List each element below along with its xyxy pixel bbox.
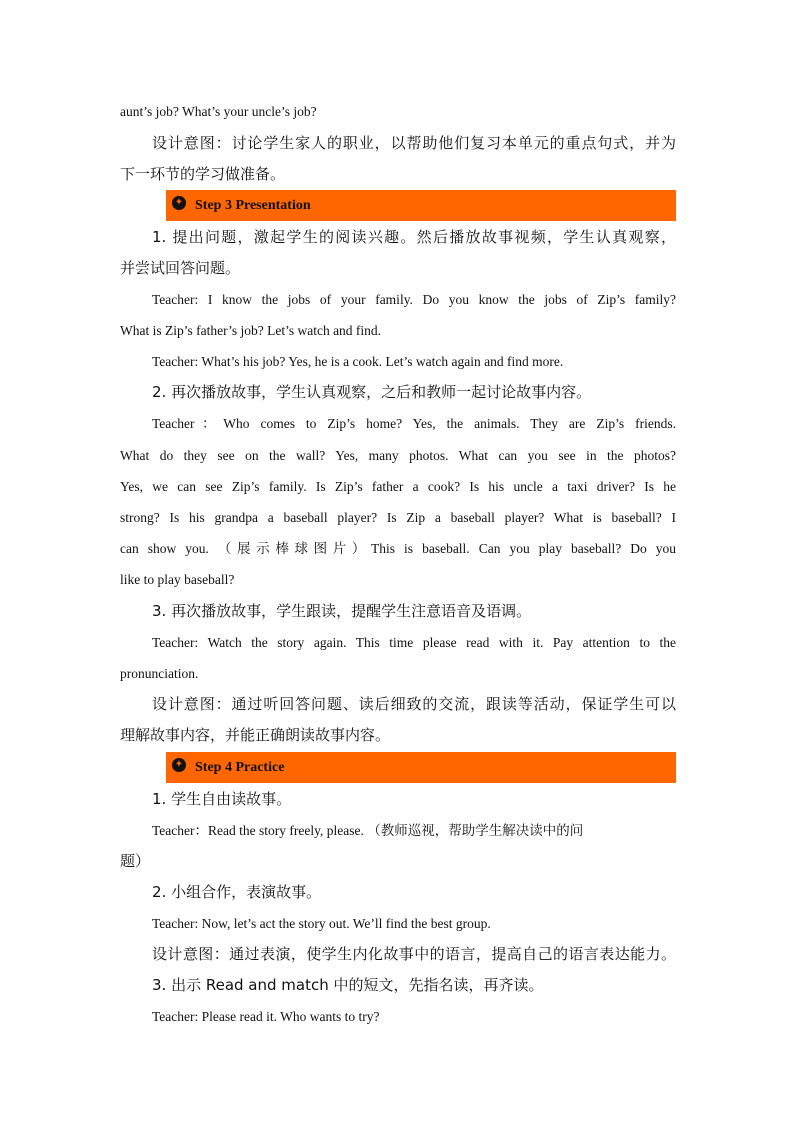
star-circle-icon: ✦ [172, 196, 186, 210]
step-instruction: 2. 再次播放故事，学生认真观察，之后和教师一起讨论故事内容。 [152, 383, 592, 401]
design-intent-line: 设计意图：通过听回答问题、读后细致的交流，跟读等活动，保证学生可以 [152, 695, 676, 713]
teacher-dialogue: pronunciation. [120, 666, 199, 681]
teacher-dialogue: Teacher：Who comes to Zip’s home? Yes, the animals. They are Zip’s friends. [152, 416, 676, 431]
design-intent-line: 设计意图：通过表演，使学生内化故事中的语言，提高自己的语言表达能力。 [152, 945, 676, 963]
step-instruction: 2. 小组合作，表演故事。 [152, 883, 322, 901]
teacher-dialogue: can show you. （展示棒球图片）This is baseball. Can you play baseball? Do you [120, 541, 676, 556]
section-heading-step4 [166, 752, 676, 783]
step-instruction: 1. 学生自由读故事。 [152, 790, 292, 808]
design-intent-line: 设计意图：讨论学生家人的职业，以帮助他们复习本单元的重点句式，并为 [152, 134, 676, 152]
teacher-dialogue: like to play baseball? [120, 572, 235, 587]
paragraph-line: aunt’s job? What’s your uncle’s job? [120, 104, 317, 119]
teacher-dialogue: Teacher: I know the jobs of your family. Do you know the jobs of Zip’s family? [152, 292, 676, 307]
teacher-dialogue-text: Teacher：Read the story freely, please. （教师巡视，帮助学生解决读中的问 [152, 823, 584, 838]
teacher-dialogue: What is Zip’s father’s job? Let’s watch and find. [120, 323, 382, 338]
teacher-dialogue: Teacher: Please read it. Who wants to try? [152, 1009, 380, 1024]
design-intent-line: 理解故事内容，并能正确朗读故事内容。 [120, 726, 391, 744]
step-instruction: 3. 出示 Read and match 中的短文，先指名读，再齐读。 [152, 976, 544, 994]
teacher-dialogue: Teacher: What’s his job? Yes, he is a cook. Let’s watch again and find more. [152, 354, 564, 369]
teacher-dialogue: What do they see on the wall? Yes, many photos. What can you see in the photos? [120, 448, 676, 463]
teacher-dialogue: Teacher: Now, let’s act the story out. We’ll find the best group. [152, 916, 491, 931]
teacher-dialogue: Teacher: Watch the story again. This time please read with it. Pay attention to the [152, 635, 676, 650]
teacher-dialogue: strong? Is his grandpa a baseball player? Is Zip a baseball player? What is baseball? I [120, 510, 676, 525]
step-instruction: 1. 提出问题，激起学生的阅读兴趣。然后播放故事视频，学生认真观察， [152, 228, 676, 246]
teacher-dialogue [152, 820, 676, 841]
star-circle-icon: ✦ [172, 758, 186, 772]
section-heading-label: Step 3 Presentation [195, 198, 311, 213]
section-heading-label: Step 4 Practice [195, 760, 285, 775]
teacher-dialogue: Yes, we can see Zip’s family. Is Zip’s father a cook? Is his uncle a taxi driver? Is he [120, 479, 676, 494]
section-heading-step3 [166, 190, 676, 221]
design-intent-line: 下一环节的学习做准备。 [120, 165, 286, 183]
step-instruction: 并尝试回答问题。 [120, 259, 241, 277]
teacher-dialogue: 题） [120, 852, 151, 870]
step-instruction: 3. 再次播放故事，学生跟读，提醒学生注意语音及语调。 [152, 602, 532, 620]
